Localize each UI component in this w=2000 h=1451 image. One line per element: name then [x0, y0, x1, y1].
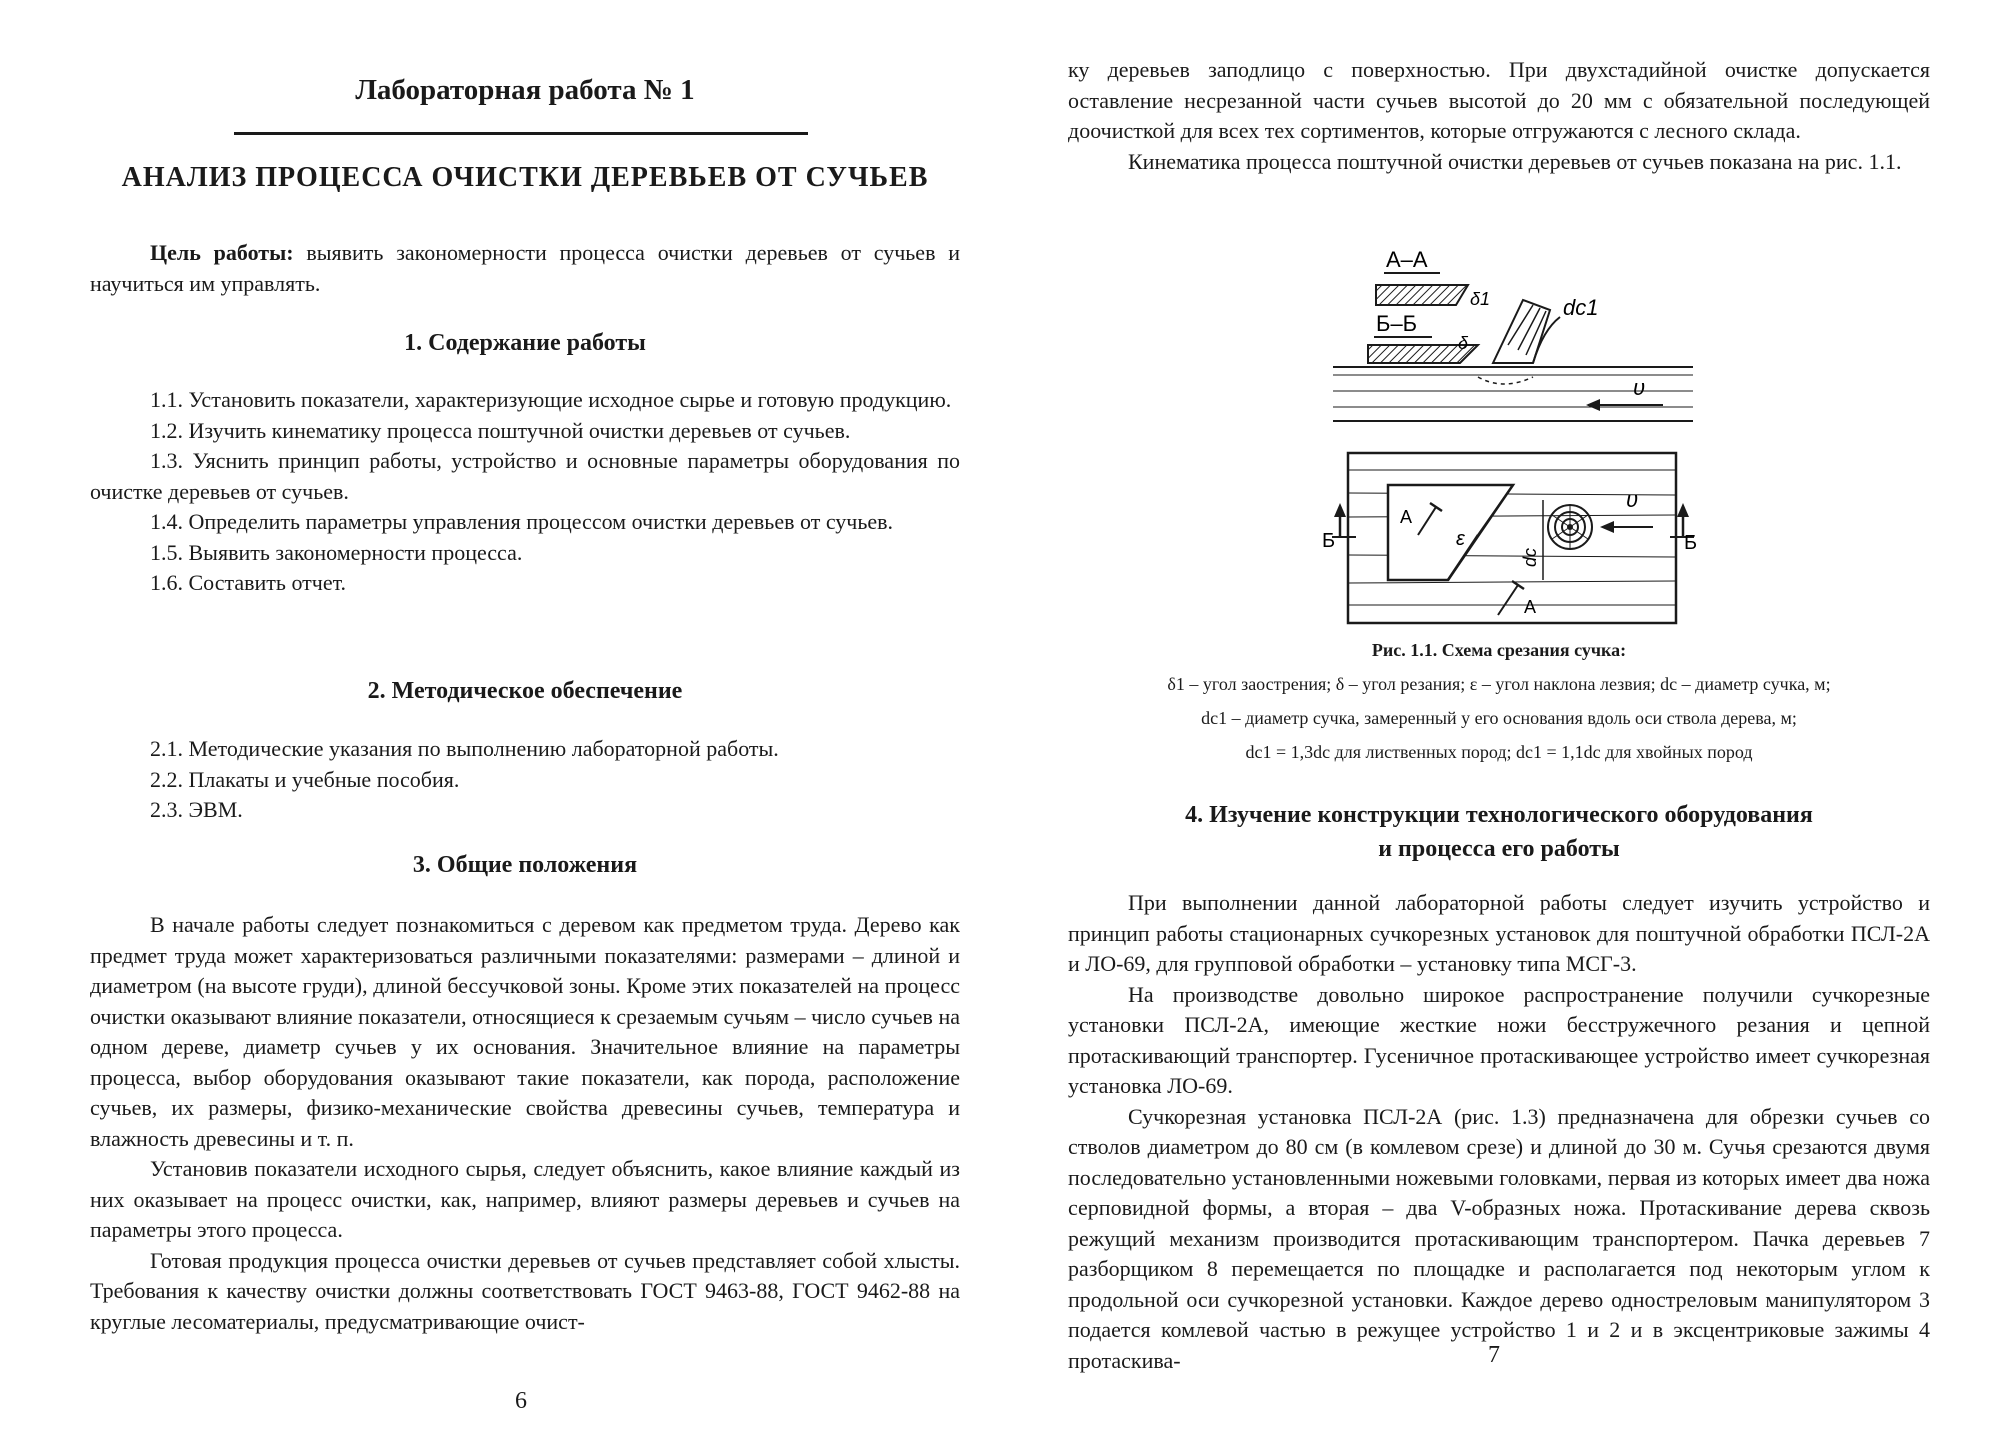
section4-title-line2: и процесса его работы [1378, 836, 1620, 862]
arrow-head [1677, 503, 1689, 517]
a-mark-label: А [1524, 597, 1537, 617]
dc1-label: dc1 [1563, 295, 1599, 320]
title-rule [234, 132, 808, 135]
section2-list [90, 734, 960, 826]
delta1-label: δ1 [1470, 289, 1491, 309]
knot-base [1478, 377, 1533, 384]
body-paragraph: В начале работы следует познакомиться с деревом как предметом труда. Дерево как предмет труда может характеризоваться различными показателями: размерами – длиной и диаметром (на высоте груди), длиной бессучковой зоны. Кроме этих показателей на процесс очистки оказывают влияние показатели, относящиеся к срезаемым сучьям – число сучьев на одном дереве, диаметр сучьев у их основания. Значительное влияние на параметры процесса, выбор оборудования оказывают такие показатели, как порода, расположение сучьев, их размеры, физико-механические свойства древесины сучьев, температура и влажность древесины и т. п. [90, 912, 960, 1151]
epsilon-label: ε [1456, 528, 1465, 550]
section3-body [90, 910, 960, 1337]
list-item: 1.5. Выявить закономерности процесса. [150, 539, 523, 565]
velocity-label: υ [1633, 375, 1646, 400]
right-page [1068, 0, 1930, 1451]
list-item: 1.1. Установить показатели, характеризующие исходное сырье и готовую продукцию. [150, 387, 952, 412]
lab-title: Лабораторная работа № 1 [355, 74, 695, 106]
caption-line-2: dc1 – диаметр сучка, замеренный у его основания вдоль оси ствола дерева, м; [1201, 708, 1797, 728]
caption-title: Рис. 1.1. Схема срезания сучка: [1371, 640, 1627, 660]
section4-title [1068, 798, 1930, 866]
knot-side [1493, 300, 1550, 363]
goal-label: Цель работы: [150, 240, 294, 265]
list-item: 1.4. Определить параметры управления процессом очистки деревьев от сучьев. [150, 509, 894, 534]
section-aa-label: А–А [1386, 247, 1428, 272]
a-mark-label: А [1400, 507, 1413, 527]
section4-title-line1: 4. Изучение конструкции технологического оборудования [1185, 802, 1813, 828]
delta-label: δ [1458, 333, 1469, 353]
list-item: 1.3. Уяснить принцип работы, устройство и основные параметры оборудования по очистке деревьев от сучьев. [90, 448, 960, 504]
body-paragraph: При выполнении данной лабораторной работы следует изучить устройство и принцип работы стационарных сучкорезных установок для поштучной обработки ПСЛ-2А и ЛО-69, для групповой обработки – установку типа МСГ-3. [1068, 890, 1930, 976]
goal-paragraph [90, 238, 960, 299]
list-item: 2.3. ЭВМ. [150, 797, 243, 822]
page-number: 7 [1488, 1342, 1500, 1368]
section1-title: 1. Содержание работы [404, 330, 646, 356]
list-item: 1.6. Составить отчет. [150, 570, 347, 595]
b-mark-label: Б [1684, 532, 1698, 554]
arrow-head [1334, 503, 1346, 517]
page-number: 6 [515, 1388, 527, 1414]
right-top-text [1068, 55, 1930, 177]
list-item: 2.1. Методические указания по выполнению лабораторной работы. [150, 736, 779, 761]
dc-label: dc [1520, 547, 1540, 567]
section-bb-label: Б–Б [1376, 311, 1418, 336]
knot-cutting-diagram [1322, 245, 1698, 630]
body-paragraph: Кинематика процесса поштучной очистки деревьев от сучьев показана на рис. 1.1. [1128, 148, 1902, 174]
b-mark-label: Б [1322, 530, 1336, 552]
body-paragraph: Готовая продукция процесса очистки деревьев от сучьев представляет собой хлысты. Требования к качеству очистки должны соответствовать ГОСТ 9463-88, ГОСТ 9462-88 на круглые лесоматериалы, предусматривающие очист- [90, 1247, 960, 1334]
velocity-label: υ [1626, 487, 1639, 512]
main-title: АНАЛИЗ ПРОЦЕССА ОЧИСТКИ ДЕРЕВЬЕВ ОТ СУЧЬЕВ [121, 162, 929, 193]
section1-list [90, 385, 960, 599]
knife-section-aa [1376, 285, 1468, 305]
left-page [90, 0, 960, 1451]
list-item: 1.2. Изучить кинематику процесса поштучной очистки деревьев от сучьев. [150, 417, 851, 443]
figure-caption [1068, 633, 1930, 769]
caption-line-1: δ1 – угол заострения; δ – угол резания; ε – угол наклона лезвия; dc – диаметр сучка, м; [1167, 674, 1831, 694]
section3-title: 3. Общие положения [412, 852, 638, 878]
list-item: 2.2. Плакаты и учебные пособия. [150, 766, 460, 792]
caption-line-3: dc1 = 1,3dc для лиственных пород; dc1 = 1,1dc для хвойных пород [1245, 742, 1753, 762]
section2-title: 2. Методическое обеспечение [367, 678, 683, 704]
body-paragraph: Установив показатели исходного сырья, следует объяснить, какое влияние каждый из них оказывает на процесс очистки, как, например, влияют размеры деревьев и сучьев на параметры этого процесса. [90, 1156, 960, 1242]
arrow-head [1586, 399, 1600, 411]
body-paragraph: На производстве довольно широкое распространение получили сучкорезные установки ПСЛ-2А, имеющие жесткие ножи бесстружечного резания и цепной протаскивающий транспортер. Гусеничное протаскивающее устройство имеет сучкорезная установка ЛО-69. [1068, 981, 1930, 1098]
goal-text: выявить закономерности процесса очистки деревьев от сучьев и научиться им управлять. [90, 240, 960, 296]
section4-body [1068, 888, 1930, 1376]
body-paragraph: ку деревьев заподлицо с поверхностью. При двухстадийной очистке допускается оставление несрезанной части сучьев высотой до 20 мм с обязательной последующей доочисткой для всех тех сортиментов, которые отгружаются с лесного склада. [1068, 57, 1930, 143]
body-paragraph: Сучкорезная установка ПСЛ-2А (рис. 1.3) предназначена для обрезки сучьев со стволов диаметром до 80 см (в комлевом срезе) и длиной до 30 м. Сучья срезаются двумя последовательно установленными ножевыми головками, первая из которых имеет два ножа серповидной формы, а вторая – два V-образных ножа. Протаскивание дерева сквозь режущий механизм производится протаскивающим транспортером. Пачка деревьев 7 разборщиком 8 перемещается по площадке и располагается под некоторым углом к продольной оси сучкорезной установки. Каждое дерево одностреловым манипулятором 3 подается комлевой частью в режущее устройство 1 и 2 и в эксцентриковые зажимы 4 протаскива- [1068, 1103, 1930, 1373]
